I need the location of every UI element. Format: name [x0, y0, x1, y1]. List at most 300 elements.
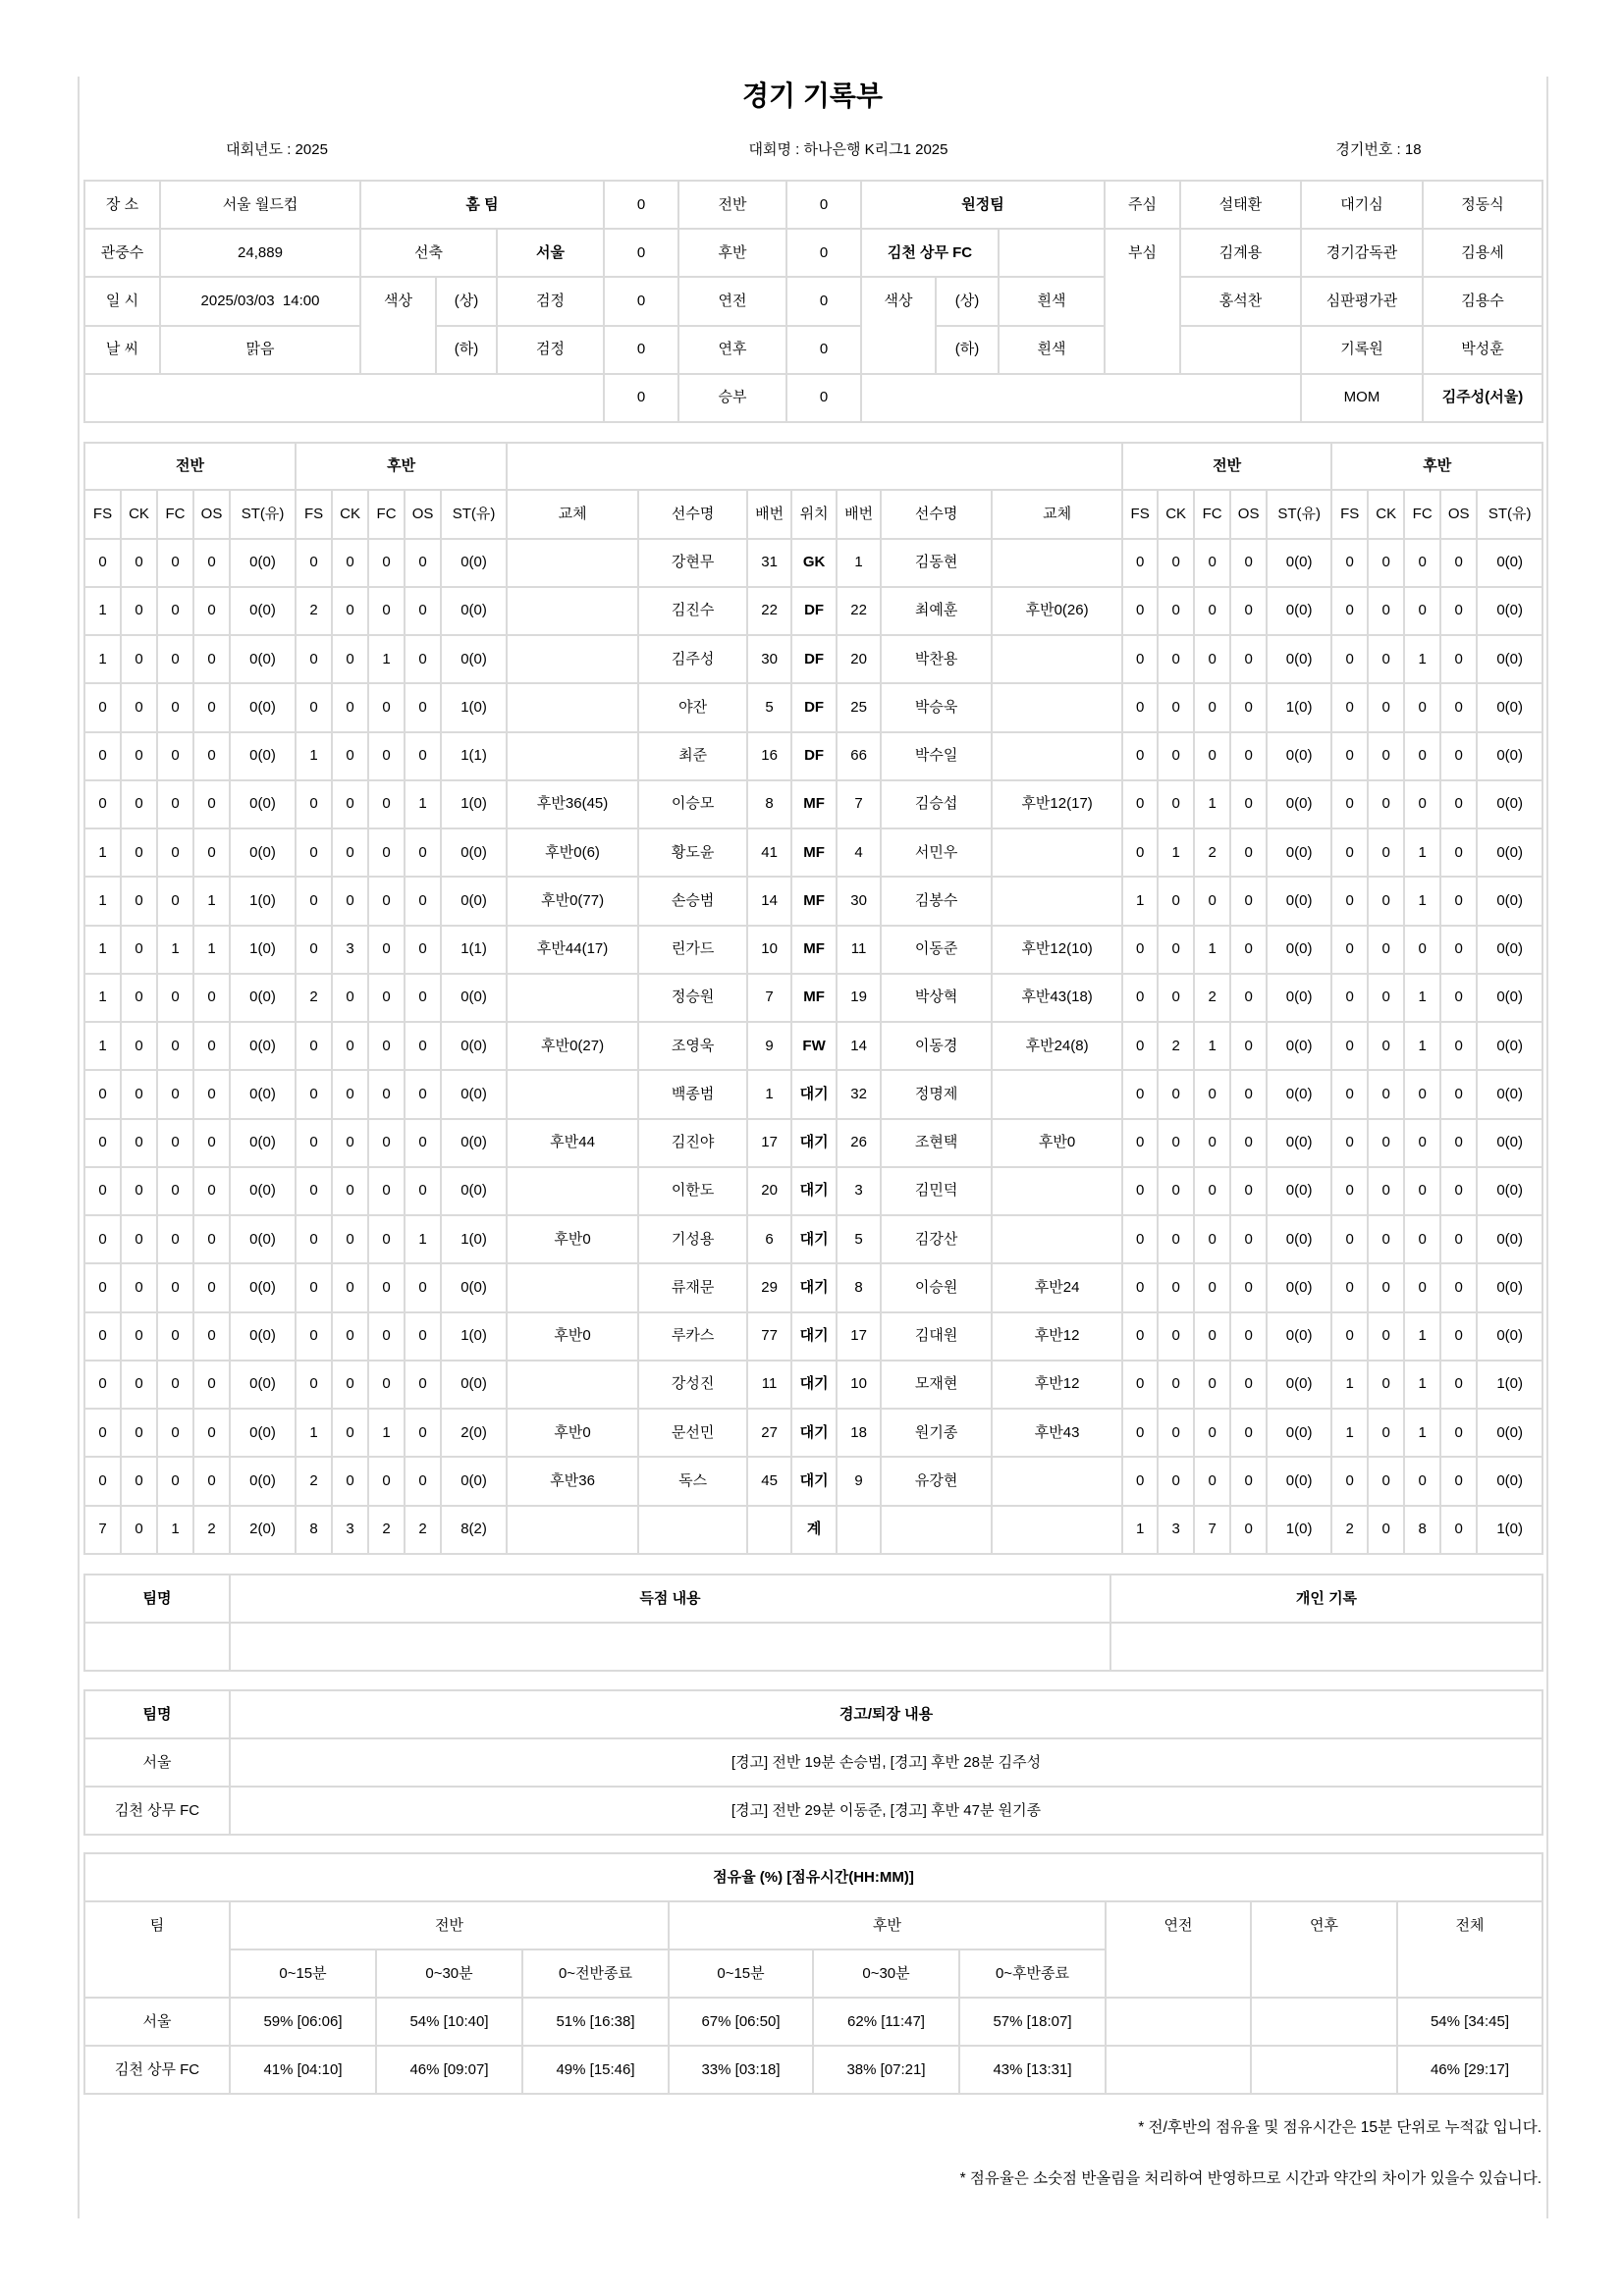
possession-et1	[1106, 1998, 1251, 2046]
away-1h-fc: 2	[1194, 974, 1230, 1022]
away-2h-st: 0(0)	[1477, 974, 1542, 1022]
player-stats-table	[83, 442, 1543, 1555]
cautions-row	[84, 1738, 1542, 1787]
away-1h-fs: 1	[1122, 877, 1158, 925]
away-2h-os: 0	[1440, 828, 1477, 877]
home-2h-ck: 0	[332, 1409, 368, 1457]
home-2h-os: 0	[405, 587, 441, 635]
possession-value: 67% [06:50]	[669, 1998, 813, 2046]
away-sub-header: 교체	[992, 490, 1122, 538]
away-1h-st: 0(0)	[1267, 1215, 1331, 1263]
away-2h-os: 0	[1440, 974, 1477, 1022]
home-2h-os: 0	[405, 1361, 441, 1409]
away-shirt-number: 10	[837, 1361, 881, 1409]
home-2h-fc: 0	[368, 828, 405, 877]
fourth-official-label: 대기심	[1301, 181, 1423, 229]
home-2h-st: 1(0)	[441, 1215, 507, 1263]
home-2h-fs: 0	[296, 828, 332, 877]
away-bottom-color: 흰색	[999, 326, 1105, 374]
away-2h-fs: 1	[1331, 1409, 1368, 1457]
home-1h-st: 0(0)	[230, 1215, 296, 1263]
home-1h-os: 0	[193, 587, 230, 635]
competition-year: 대회년도 : 2025	[226, 141, 328, 158]
away-2h-fs: 0	[1331, 587, 1368, 635]
player-row	[84, 926, 1542, 974]
home-2h-ck: 0	[332, 1457, 368, 1505]
home-2h-os-header: OS	[405, 490, 441, 538]
home-substitution: 후반36(45)	[507, 780, 638, 828]
possession-table	[83, 1852, 1543, 2095]
away-1h-os: 0	[1230, 539, 1267, 587]
away-2h-ck: 0	[1368, 828, 1404, 877]
home-2h-fs: 0	[296, 1263, 332, 1311]
away-1h-fc: 0	[1194, 1457, 1230, 1505]
home-substitution: 후반44(17)	[507, 926, 638, 974]
home-2h-ck: 0	[332, 1022, 368, 1070]
possession-value: 33% [03:18]	[669, 2046, 813, 2094]
away-2h-st: 0(0)	[1477, 828, 1542, 877]
home-2h-fc: 0	[368, 1119, 405, 1167]
away-1h-fs: 0	[1122, 974, 1158, 1022]
away-shirt-number: 7	[837, 780, 881, 828]
away-1h-fc: 0	[1194, 1312, 1230, 1361]
home-1h-fc: 0	[157, 1457, 193, 1505]
away-2h-ck: 0	[1368, 780, 1404, 828]
weather-label: 날 씨	[84, 326, 160, 374]
period-et2: 연후	[678, 326, 786, 374]
away-1h-ck: 0	[1158, 683, 1194, 731]
away-1h-fs: 0	[1122, 1215, 1158, 1263]
home-shirt-number: 10	[747, 926, 791, 974]
away-1h-fc: 0	[1194, 1361, 1230, 1409]
home-team-name: 서울	[497, 229, 604, 277]
home-1h-fc: 0	[157, 1167, 193, 1215]
home-1h-st: 0(0)	[230, 1119, 296, 1167]
possession-interval-header: 0~후반종료	[959, 1949, 1106, 1998]
position: 대기	[791, 1167, 837, 1215]
away-player-name: 모재현	[881, 1361, 992, 1409]
home-1h-os: 0	[193, 1263, 230, 1311]
home-1h-fs: 0	[84, 1119, 121, 1167]
away-player-name: 박상혁	[881, 974, 992, 1022]
away-2h-os: 0	[1440, 587, 1477, 635]
total-blank	[881, 1506, 992, 1555]
home-1h-fs: 1	[84, 974, 121, 1022]
home-team-label: 홈 팀	[360, 181, 604, 229]
player-row	[84, 877, 1542, 925]
position: 대기	[791, 1119, 837, 1167]
home-1h-os: 0	[193, 732, 230, 780]
home-2h-st: 1(0)	[441, 780, 507, 828]
home-shirt-number: 31	[747, 539, 791, 587]
away-2h-os: 0	[1440, 635, 1477, 683]
away-1h-fs: 0	[1122, 587, 1158, 635]
away-1h-st: 0(0)	[1267, 1361, 1331, 1409]
home-substitution	[507, 539, 638, 587]
away-1h-ck: 0	[1158, 926, 1194, 974]
home-1h-st: 1(0)	[230, 877, 296, 925]
home-bottom-color: 검정	[497, 326, 604, 374]
home-1h-fs: 1	[84, 926, 121, 974]
away-2h-os: 0	[1440, 1457, 1477, 1505]
away-1h-fs: 0	[1122, 780, 1158, 828]
home-player-name: 문선민	[638, 1409, 747, 1457]
home-score-pk: 0	[604, 374, 678, 422]
datetime-value: 2025/03/03 14:00	[160, 277, 360, 325]
away-2h-fc: 0	[1404, 732, 1440, 780]
away-1h-fs-header: FS	[1122, 490, 1158, 538]
away-2h-ck: 0	[1368, 683, 1404, 731]
possession-total-header: 전체	[1397, 1901, 1542, 1998]
away-score-2h: 0	[786, 229, 861, 277]
home-1h-fc: 0	[157, 828, 193, 877]
goals-team-header: 팀명	[84, 1575, 230, 1623]
home-substitution: 후반0(6)	[507, 828, 638, 877]
match-info-row	[84, 374, 1542, 422]
away-2h-fc: 0	[1404, 539, 1440, 587]
weather-value: 맑음	[160, 326, 360, 374]
possession-interval-header: 0~전반종료	[522, 1949, 669, 1998]
away-1h-fc: 0	[1194, 1263, 1230, 1311]
period-1h: 전반	[678, 181, 786, 229]
away-2h-ck: 0	[1368, 732, 1404, 780]
home-2h-fc: 0	[368, 1167, 405, 1215]
away-2h-st: 1(0)	[1477, 1506, 1542, 1555]
home-1h-st: 0(0)	[230, 1457, 296, 1505]
home-substitution: 후반0	[507, 1215, 638, 1263]
home-2h-fs: 1	[296, 1409, 332, 1457]
home-2h-st: 0(0)	[441, 1361, 507, 1409]
home-score-2h: 0	[604, 229, 678, 277]
away-substitution	[992, 539, 1122, 587]
away-bottom-label: (하)	[936, 326, 999, 374]
home-2h-ck: 0	[332, 974, 368, 1022]
home-player-name: 황도윤	[638, 828, 747, 877]
away-2h-fc: 0	[1404, 1215, 1440, 1263]
away-2h-st: 0(0)	[1477, 926, 1542, 974]
match-info-row	[84, 181, 1542, 229]
player-row	[84, 1119, 1542, 1167]
away-team-name: 김천 상무 FC	[861, 229, 999, 277]
away-1h-ck: 0	[1158, 1457, 1194, 1505]
home-2h-fc: 0	[368, 1457, 405, 1505]
home-1h-ck: 0	[121, 1361, 157, 1409]
home-2h-os: 0	[405, 1312, 441, 1361]
away-player-name: 김동현	[881, 539, 992, 587]
home-2h-os: 2	[405, 1506, 441, 1555]
away-2h-fc: 0	[1404, 587, 1440, 635]
home-1h-st: 1(0)	[230, 926, 296, 974]
away-1h-fc: 7	[1194, 1506, 1230, 1555]
away-1h-ck: 0	[1158, 635, 1194, 683]
home-substitution: 후반0(77)	[507, 877, 638, 925]
home-1h-ck: 0	[121, 1457, 157, 1505]
player-row	[84, 683, 1542, 731]
away-1h-fs: 0	[1122, 539, 1158, 587]
possession-interval-header: 0~30분	[376, 1949, 522, 1998]
away-shirt-number: 8	[837, 1263, 881, 1311]
home-2h-fc: 0	[368, 1312, 405, 1361]
away-1h-ck: 3	[1158, 1506, 1194, 1555]
home-1h-os: 1	[193, 926, 230, 974]
away-1h-os: 0	[1230, 1215, 1267, 1263]
away-1h-fs: 0	[1122, 1167, 1158, 1215]
home-1h-ck: 0	[121, 1022, 157, 1070]
away-player-name: 김봉수	[881, 877, 992, 925]
home-shirt-number: 27	[747, 1409, 791, 1457]
home-2h-os: 0	[405, 635, 441, 683]
home-player-name: 야잔	[638, 683, 747, 731]
home-shirt-number: 45	[747, 1457, 791, 1505]
home-1h-st: 0(0)	[230, 780, 296, 828]
home-2h-st: 1(1)	[441, 926, 507, 974]
home-1h-st: 0(0)	[230, 1361, 296, 1409]
home-2h-st: 0(0)	[441, 974, 507, 1022]
home-2h-st: 0(0)	[441, 587, 507, 635]
away-2h-ck: 0	[1368, 1361, 1404, 1409]
home-2h-st: 0(0)	[441, 1022, 507, 1070]
home-2h-os: 0	[405, 1070, 441, 1118]
home-1h-st: 0(0)	[230, 539, 296, 587]
away-2h-st: 0(0)	[1477, 1215, 1542, 1263]
cautions-header-row	[84, 1690, 1542, 1738]
away-1h-fc: 1	[1194, 1022, 1230, 1070]
away-1h-fc: 0	[1194, 539, 1230, 587]
away-shirt-number: 9	[837, 1457, 881, 1505]
home-1h-ck: 0	[121, 1312, 157, 1361]
cautions-row	[84, 1787, 1542, 1835]
possession-team-header: 팀	[84, 1901, 230, 1998]
home-2h-ck: 0	[332, 780, 368, 828]
possession-value: 54% [10:40]	[376, 1998, 522, 2046]
away-player-name: 박수일	[881, 732, 992, 780]
position: DF	[791, 732, 837, 780]
away-2h-st: 0(0)	[1477, 1409, 1542, 1457]
goals-content-header: 득점 내용	[230, 1575, 1110, 1623]
possession-interval-header: 0~30분	[813, 1949, 959, 1998]
away-2h-os: 0	[1440, 926, 1477, 974]
away-2h-st: 0(0)	[1477, 1070, 1542, 1118]
assistant-referee-label: 부심	[1105, 229, 1180, 374]
player-row	[84, 732, 1542, 780]
away-1h-ck: 0	[1158, 974, 1194, 1022]
home-1h-fc: 0	[157, 587, 193, 635]
away-top-label: (상)	[936, 277, 999, 325]
home-2h-fs: 0	[296, 1022, 332, 1070]
away-substitution: 후반43	[992, 1409, 1122, 1457]
home-1h-ck: 0	[121, 1506, 157, 1555]
home-player-name: 손승범	[638, 877, 747, 925]
away-1h-fc: 0	[1194, 1215, 1230, 1263]
home-2h-os: 0	[405, 877, 441, 925]
possession-second-half-header: 후반	[669, 1901, 1106, 1949]
away-1h-fs: 0	[1122, 828, 1158, 877]
home-1h-fc: 0	[157, 1263, 193, 1311]
away-score-et1: 0	[786, 277, 861, 325]
referee-name: 설태환	[1180, 181, 1301, 229]
home-2h-fc: 0	[368, 926, 405, 974]
home-2h-fs: 2	[296, 587, 332, 635]
home-player-name: 정승원	[638, 974, 747, 1022]
away-1h-os: 0	[1230, 635, 1267, 683]
home-player-name: 강현무	[638, 539, 747, 587]
away-1h-st: 1(0)	[1267, 1506, 1331, 1555]
away-2h-ck: 0	[1368, 587, 1404, 635]
possession-row	[84, 1998, 1542, 2046]
away-1h-ck-header: CK	[1158, 490, 1194, 538]
away-1h-fs: 0	[1122, 1361, 1158, 1409]
away-1h-fs: 0	[1122, 926, 1158, 974]
away-substitution	[992, 1457, 1122, 1505]
away-2h-fs: 0	[1331, 732, 1368, 780]
away-player-name: 박승욱	[881, 683, 992, 731]
away-2h-fs: 0	[1331, 1457, 1368, 1505]
away-1h-fs: 0	[1122, 635, 1158, 683]
home-top-label: (상)	[436, 277, 497, 325]
away-1h-fs: 0	[1122, 1457, 1158, 1505]
away-2h-ck: 0	[1368, 1119, 1404, 1167]
player-row	[84, 587, 1542, 635]
possession-header-row	[84, 1901, 1542, 1949]
away-player-name: 서민우	[881, 828, 992, 877]
home-1h-fc: 0	[157, 683, 193, 731]
away-1h-ck: 0	[1158, 1215, 1194, 1263]
away-1h-ck: 0	[1158, 1119, 1194, 1167]
home-2h-os: 0	[405, 1263, 441, 1311]
possession-title-row	[84, 1853, 1542, 1901]
home-2h-st: 0(0)	[441, 1457, 507, 1505]
home-2h-st-header: ST(유)	[441, 490, 507, 538]
home-1h-st: 0(0)	[230, 828, 296, 877]
away-1h-fc: 0	[1194, 683, 1230, 731]
player-table-header-columns	[84, 490, 1542, 538]
away-first-half-header: 전반	[1122, 443, 1331, 490]
home-1h-os: 0	[193, 1167, 230, 1215]
away-1h-os: 0	[1230, 1409, 1267, 1457]
home-1h-fc: 0	[157, 1119, 193, 1167]
home-name-header: 선수명	[638, 490, 747, 538]
home-1h-fs-header: FS	[84, 490, 121, 538]
home-2h-fc: 0	[368, 780, 405, 828]
home-1h-os-header: OS	[193, 490, 230, 538]
away-2h-st: 0(0)	[1477, 1167, 1542, 1215]
home-1h-fc: 0	[157, 732, 193, 780]
home-2h-st: 0(0)	[441, 828, 507, 877]
match-info-row	[84, 277, 1542, 325]
away-1h-fc: 0	[1194, 1167, 1230, 1215]
home-1h-fs: 0	[84, 780, 121, 828]
home-2h-ck: 0	[332, 1070, 368, 1118]
goals-content	[230, 1623, 1110, 1671]
home-1h-fc: 1	[157, 1506, 193, 1555]
away-substitution: 후반24	[992, 1263, 1122, 1311]
away-2h-os: 0	[1440, 539, 1477, 587]
page-frame-right	[1546, 77, 1548, 2218]
away-substitution	[992, 635, 1122, 683]
away-1h-ck: 0	[1158, 587, 1194, 635]
home-1h-ck: 0	[121, 1070, 157, 1118]
empty-home-cell	[84, 374, 604, 422]
home-1h-ck: 0	[121, 683, 157, 731]
home-2h-st: 0(0)	[441, 1119, 507, 1167]
home-1h-fc: 0	[157, 539, 193, 587]
position: 대기	[791, 1215, 837, 1263]
away-shirt-number: 30	[837, 877, 881, 925]
position: DF	[791, 587, 837, 635]
away-2h-st: 0(0)	[1477, 780, 1542, 828]
home-2h-fs-header: FS	[296, 490, 332, 538]
home-shirt-number: 41	[747, 828, 791, 877]
away-2h-fs: 1	[1331, 1361, 1368, 1409]
home-2h-fs: 0	[296, 683, 332, 731]
home-1h-fc: 0	[157, 635, 193, 683]
away-1h-fs: 0	[1122, 1263, 1158, 1311]
home-player-name: 김진야	[638, 1119, 747, 1167]
footnote-rounding: * 점유율은 소숫점 반올림을 처리하여 반영하므로 시간과 약간의 차이가 있을수 있습니다.	[959, 2170, 1542, 2187]
home-2h-ck: 0	[332, 828, 368, 877]
home-1h-os: 0	[193, 1312, 230, 1361]
away-2h-fs: 0	[1331, 926, 1368, 974]
away-2h-fc: 0	[1404, 1263, 1440, 1311]
away-2h-fs: 0	[1331, 635, 1368, 683]
away-2h-st: 0(0)	[1477, 539, 1542, 587]
empty-official-cell	[1180, 326, 1301, 374]
away-player-name: 김강산	[881, 1215, 992, 1263]
home-1h-st: 0(0)	[230, 1070, 296, 1118]
away-2h-fs: 0	[1331, 780, 1368, 828]
away-substitution	[992, 732, 1122, 780]
total-blank	[837, 1506, 881, 1555]
away-1h-st: 0(0)	[1267, 780, 1331, 828]
home-1h-ck: 0	[121, 1409, 157, 1457]
fourth-official-name: 정동식	[1423, 181, 1542, 229]
away-1h-ck: 0	[1158, 1263, 1194, 1311]
position: 대기	[791, 1263, 837, 1311]
home-1h-fs: 0	[84, 1070, 121, 1118]
home-shirt-number: 6	[747, 1215, 791, 1263]
home-1h-os: 0	[193, 974, 230, 1022]
player-row	[84, 1457, 1542, 1505]
home-1h-ck: 0	[121, 828, 157, 877]
home-2h-ck: 0	[332, 635, 368, 683]
possession-value: 57% [18:07]	[959, 1998, 1106, 2046]
away-shirt-number: 14	[837, 1022, 881, 1070]
player-row	[84, 1215, 1542, 1263]
away-shirt-number: 4	[837, 828, 881, 877]
home-2h-ck: 0	[332, 1361, 368, 1409]
away-1h-ck: 0	[1158, 780, 1194, 828]
home-1h-st: 2(0)	[230, 1506, 296, 1555]
player-row	[84, 1022, 1542, 1070]
away-2h-fs: 0	[1331, 877, 1368, 925]
away-2h-st: 0(0)	[1477, 1263, 1542, 1311]
away-score-1h: 0	[786, 181, 861, 229]
away-2h-os: 0	[1440, 1215, 1477, 1263]
home-1h-ck: 0	[121, 974, 157, 1022]
home-player-name: 기성용	[638, 1215, 747, 1263]
assistant-referee-2: 홍석찬	[1180, 277, 1301, 325]
away-2h-os: 0	[1440, 732, 1477, 780]
home-2h-st: 8(2)	[441, 1506, 507, 1555]
away-1h-fc: 1	[1194, 780, 1230, 828]
away-2h-fs: 0	[1331, 1070, 1368, 1118]
home-1h-fs: 0	[84, 1312, 121, 1361]
home-1h-st: 0(0)	[230, 635, 296, 683]
match-number: 경기번호 : 18	[1335, 141, 1422, 158]
home-1h-fs: 0	[84, 1409, 121, 1457]
venue-label: 장 소	[84, 181, 160, 229]
home-2h-ck-header: CK	[332, 490, 368, 538]
